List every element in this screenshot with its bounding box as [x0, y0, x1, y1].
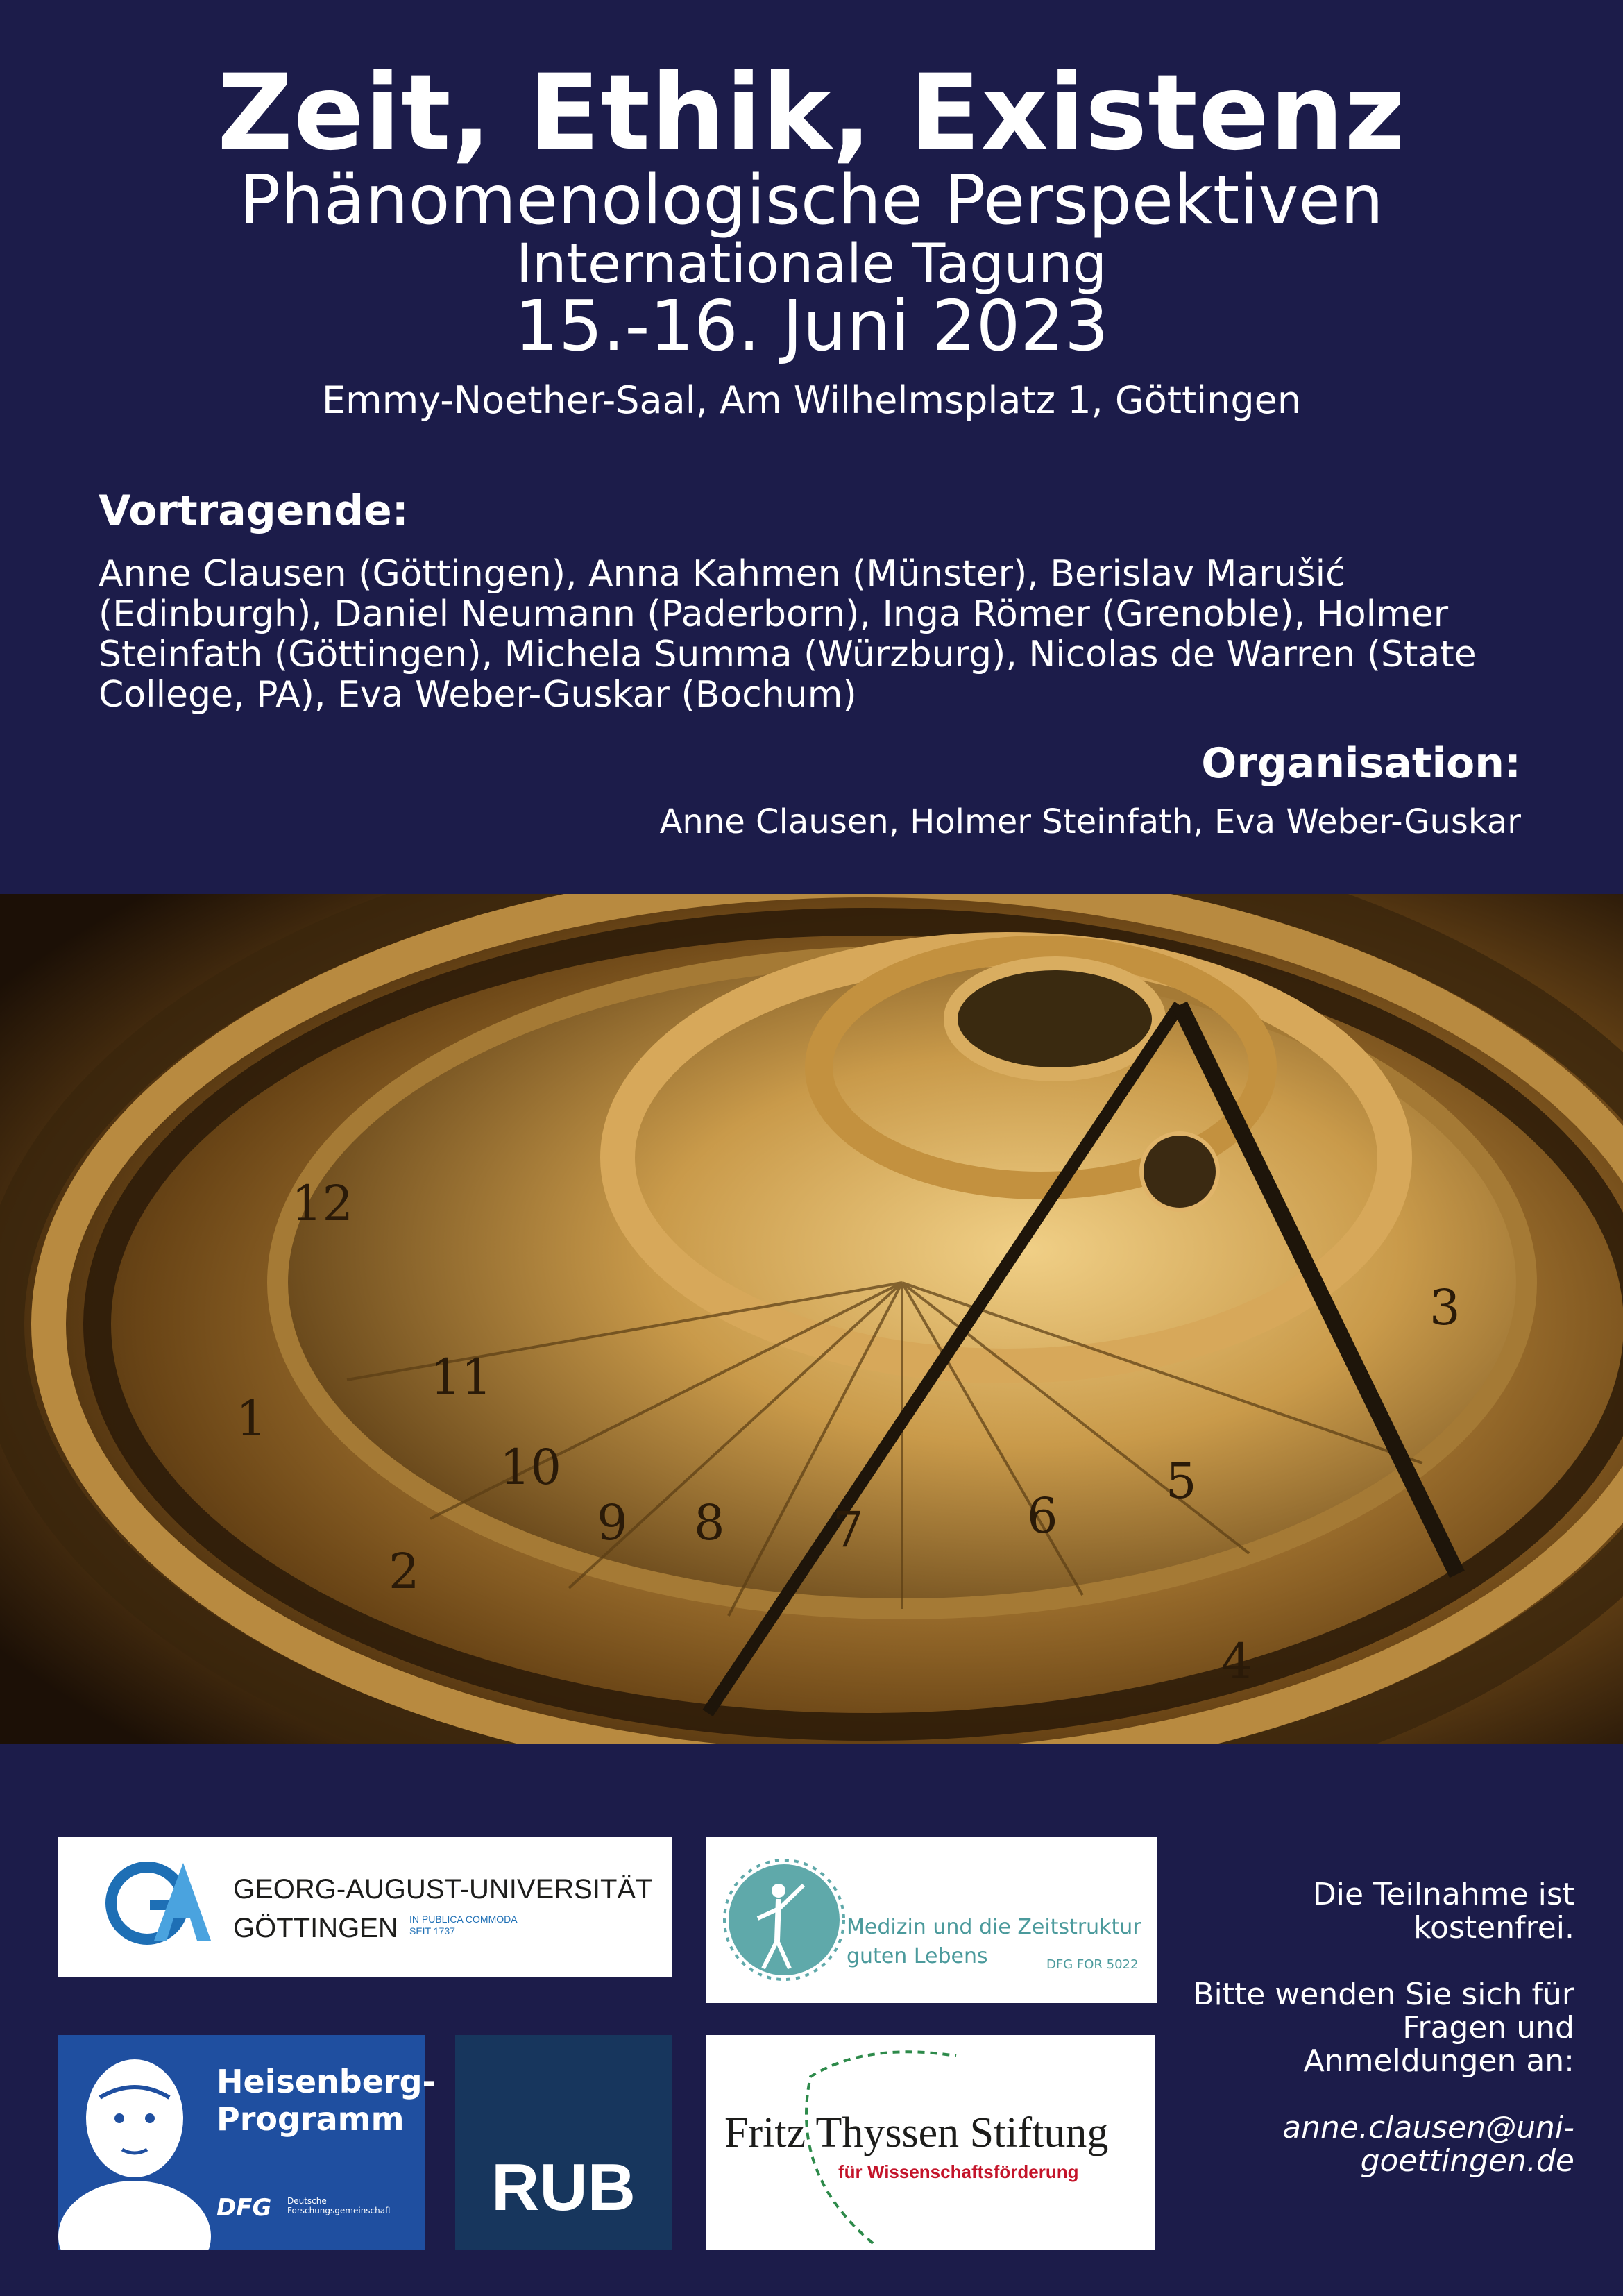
ga-emblem-icon: [93, 1837, 232, 1977]
speakers-line: Steinfath (Göttingen), Michela Summa (Würzburg), Nicolas de Warren (State: [99, 634, 1477, 675]
clock-illustration: [0, 894, 1623, 1744]
dial-numeral: 7: [833, 1501, 864, 1558]
dial-numeral: 11: [430, 1349, 493, 1406]
astronomical-clock-photo: [0, 894, 1623, 1744]
contact-email-line[interactable]: anne.clausen@uni-: [1282, 2110, 1574, 2145]
heisenberg-portrait-icon: [58, 2035, 211, 2250]
clock-figure-icon: [722, 1837, 847, 2003]
medizin-zeitstruktur-logo: [706, 1837, 1157, 2003]
organisation-heading: Organisation:: [1201, 739, 1521, 788]
rub-logo: [455, 2035, 672, 2250]
dial-numeral: 5: [1166, 1453, 1197, 1510]
event-type: Internationale Tagung: [516, 233, 1107, 296]
dial-numeral: 9: [597, 1494, 628, 1551]
goettingen-university-logo: [58, 1837, 672, 1977]
heisenberg-name: [216, 2063, 436, 2138]
speakers-heading: Vortragende:: [99, 487, 409, 535]
medizin-dfg-code: DFG FOR 5022: [1046, 1957, 1139, 1972]
dial-numeral: 8: [694, 1494, 725, 1551]
dial-numeral: 2: [389, 1543, 420, 1600]
heisenberg-name-line: Heisenberg-: [216, 2063, 436, 2100]
dial-numeral: 10: [500, 1439, 562, 1496]
rub-wordmark: RUB: [491, 2150, 636, 2225]
organisation-names: Anne Clausen, Holmer Steinfath, Eva Weber-Guskar: [659, 802, 1521, 841]
fee-line: Die Teilnahme ist: [1312, 1877, 1574, 1912]
speakers-line: College, PA), Eva Weber-Guskar (Bochum): [99, 674, 857, 716]
fritz-thyssen-name: Fritz Thyssen Stiftung: [724, 2109, 1109, 2156]
poster-subtitle: Phänomenologische Perspektiven: [239, 161, 1384, 240]
contact-intro-line: Bitte wenden Sie sich für: [1193, 1977, 1574, 2012]
contact-email-line[interactable]: goettingen.de: [1360, 2143, 1574, 2179]
fee-line: kostenfrei.: [1413, 1910, 1574, 1945]
goettingen-motto: IN PUBLICA COMMODA SEIT 1737: [409, 1914, 517, 1936]
dial-numeral: 6: [1027, 1487, 1058, 1544]
heisenberg-programm-logo: [58, 2035, 436, 2250]
dial-numeral: 4: [1221, 1633, 1252, 1690]
dfg-full-name: Deutsche Forschungsgemeinschaft: [287, 2196, 391, 2215]
event-date: 15.-16. Juni 2023: [514, 285, 1109, 366]
speakers-line: (Edinburgh), Daniel Neumann (Paderborn), Inga Römer (Grenoble), Holmer: [99, 593, 1449, 635]
contact-intro-line: Fragen und: [1402, 2010, 1574, 2045]
heisenberg-name-line: Programm: [216, 2100, 405, 2138]
goettingen-city: GÖTTINGEN: [233, 1913, 398, 1943]
dial-numeral: 12: [291, 1175, 354, 1232]
dial-numeral: 3: [1429, 1279, 1461, 1336]
fritz-thyssen-subtitle: für Wissenschaftsförderung: [838, 2161, 1079, 2182]
event-venue: Emmy-Noether-Saal, Am Wilhelmsplatz 1, Göttingen: [321, 378, 1302, 422]
medizin-subtitle: guten Lebens: [847, 1944, 988, 1968]
dfg-mark: DFG: [216, 2194, 272, 2222]
medizin-title: Medizin und die Zeitstruktur: [847, 1915, 1141, 1939]
speakers-list: [99, 554, 1542, 715]
goettingen-name: GEORG-AUGUST-UNIVERSITÄT: [233, 1874, 653, 1905]
contact-intro-line: Anmeldungen an:: [1303, 2043, 1574, 2079]
poster-title: Zeit, Ethik, Existenz: [217, 53, 1406, 174]
dial-numeral: 1: [236, 1390, 267, 1447]
participation-info: [1158, 1878, 1574, 2178]
fritz-thyssen-stiftung-logo: [706, 2035, 1155, 2250]
speakers-line: Anne Clausen (Göttingen), Anna Kahmen (Münster), Berislav Marušić: [99, 553, 1345, 595]
